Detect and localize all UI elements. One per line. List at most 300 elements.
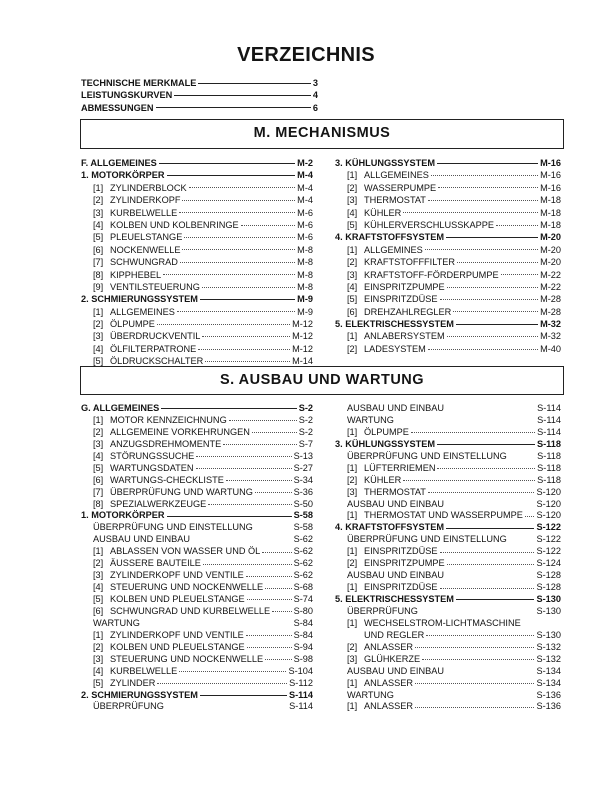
entry-text: ABLASSEN VON WASSER UND ÖL — [110, 546, 261, 557]
leader-line — [447, 564, 535, 565]
entry-page: M-16 — [540, 182, 561, 193]
leader-line — [272, 611, 291, 612]
entry-text: ALLGEMINES — [364, 244, 423, 255]
entry-number: [3] — [93, 207, 104, 218]
entry-number: [5] — [93, 594, 104, 604]
entry-page: M-8 — [297, 281, 313, 292]
leader-line — [255, 492, 292, 493]
entry-number: [3] — [93, 438, 104, 449]
entry-number: [1] — [347, 426, 358, 437]
toc-entry[interactable] — [81, 499, 313, 511]
entry-page: 4 — [312, 90, 318, 101]
entry-text: DREHZAHLREGLER — [364, 306, 452, 317]
toc-entry[interactable] — [81, 102, 318, 114]
entry-number: [1] — [93, 182, 104, 193]
entry-label — [81, 451, 194, 463]
entry-text: SPEZIALWERKZEUGE — [110, 498, 207, 509]
toc-entry[interactable] — [335, 487, 561, 499]
toc-entry[interactable] — [335, 207, 561, 219]
toc-entry[interactable] — [335, 630, 561, 642]
entry-number: [3] — [93, 653, 104, 664]
entry-text: STEUERUNG UND NOCKENWELLE — [110, 653, 264, 664]
entry-text: ÜBERPRÜFUNG UND EINSTELLUNG — [93, 522, 253, 533]
entry-text: AUSBAU UND EINBAU — [347, 570, 444, 581]
entry-label — [81, 654, 263, 666]
toc-entry[interactable] — [335, 690, 561, 702]
toc-entry[interactable] — [81, 343, 313, 355]
leader-line — [246, 576, 292, 577]
leader-line — [425, 249, 538, 250]
entry-page: M-28 — [540, 294, 561, 305]
toc-entry[interactable] — [81, 534, 313, 546]
entry-number: [1] — [347, 582, 358, 593]
entry-text: 3. KÜHLUNGSSYSTEM — [335, 438, 436, 449]
entry-page: S-122 — [536, 522, 561, 533]
entry-text: ÖLPUMPE — [110, 319, 155, 330]
entry-label — [81, 630, 244, 642]
toc-entry[interactable] — [335, 157, 561, 169]
entry-label — [335, 157, 435, 169]
toc-entry[interactable] — [81, 690, 313, 702]
entry-page: S-132 — [536, 653, 561, 664]
entry-text: 1. MOTORKÖRPER — [81, 510, 165, 521]
entry-text: ZYLINDERKOPF — [110, 195, 181, 206]
toc-entry[interactable] — [335, 534, 561, 546]
entry-page: S-114 — [537, 403, 561, 413]
toc-entry[interactable] — [335, 618, 561, 630]
entry-text: ÜBERPRÜFUNG — [347, 605, 418, 616]
entry-page: S-134 — [536, 665, 561, 676]
toc-entry[interactable] — [335, 244, 561, 256]
toc-entry[interactable] — [81, 522, 313, 534]
entry-label — [335, 194, 426, 206]
entry-page: M-20 — [540, 244, 561, 255]
entry-label — [81, 330, 200, 342]
leader-line — [157, 683, 287, 684]
intro-list — [81, 77, 318, 114]
entry-label — [335, 522, 444, 534]
entry-label — [81, 415, 227, 427]
entry-page: M-4 — [297, 195, 313, 206]
leader-line — [440, 588, 535, 589]
entry-label — [335, 463, 435, 475]
leader-line — [411, 432, 535, 433]
leader-line — [229, 420, 297, 421]
entry-text: ÜBERDRUCKVENTIL — [110, 331, 201, 342]
toc-entry[interactable] — [335, 182, 561, 194]
entry-text: ALLGEMEINE VORKEHRUNGEN — [110, 426, 250, 437]
leader-line — [447, 287, 538, 288]
toc-entry[interactable] — [335, 415, 561, 427]
entry-page: M-4 — [297, 170, 313, 181]
toc-entry[interactable] — [335, 570, 561, 582]
toc-entry[interactable] — [81, 231, 313, 243]
entry-page: S-58 — [293, 522, 313, 533]
entry-label — [335, 499, 444, 511]
entry-text: KOLBEN UND PLEUELSTANGE — [110, 641, 245, 652]
toc-entry[interactable] — [335, 582, 561, 594]
leader-line — [438, 187, 538, 188]
entry-text: EINSPRITZPUMPE — [364, 558, 445, 569]
leader-line — [457, 262, 538, 263]
entry-label — [81, 475, 224, 487]
toc-entry[interactable] — [81, 439, 313, 451]
toc-entry[interactable] — [81, 427, 313, 439]
toc-entry[interactable] — [335, 343, 561, 355]
entry-text: ÖLFILTERPATRONE — [110, 343, 197, 354]
leader-line — [422, 659, 534, 660]
leader-line — [415, 707, 534, 708]
entry-label — [81, 157, 157, 169]
leader-line — [440, 299, 539, 300]
entry-text: EINSPRITZDÜSE — [364, 294, 438, 305]
leader-line — [179, 212, 295, 213]
entry-label — [335, 558, 445, 570]
entry-number: [4] — [347, 281, 358, 292]
toc-entry[interactable] — [81, 654, 313, 666]
entry-label — [81, 499, 206, 511]
entry-text: ÄUSSERE BAUTEILE — [110, 558, 201, 569]
entry-label — [81, 403, 159, 415]
entry-page: S-114 — [288, 689, 313, 700]
toc-entry[interactable] — [81, 475, 313, 487]
toc-entry[interactable] — [81, 678, 313, 690]
entry-page: S-120 — [536, 498, 561, 509]
entry-text: 2. SCHMIERUNGSSYSTEM — [81, 294, 198, 305]
entry-text: 2. SCHMIERUNGSSYSTEM — [81, 689, 198, 700]
entry-number: [6] — [347, 306, 358, 317]
entry-text: SCHWUNGRAD — [110, 257, 178, 268]
entry-page: M-8 — [297, 269, 313, 280]
entry-text: AUSBAU UND EINBAU — [347, 403, 444, 413]
entry-text: WASSERPUMPE — [364, 182, 437, 193]
toc-entry[interactable] — [335, 606, 561, 618]
toc-entry[interactable] — [81, 570, 313, 582]
toc-entry[interactable] — [81, 510, 313, 522]
leader-line — [198, 83, 311, 84]
entry-label — [81, 582, 263, 594]
entry-text: 4. KRAFTSTOFFSYSTEM — [335, 522, 445, 533]
entry-text: KRAFTSTOFF-FÖRDERPUMPE — [364, 269, 499, 280]
leader-line — [241, 225, 296, 226]
entry-page: S-58 — [293, 510, 313, 521]
entry-number: [1] — [347, 170, 358, 181]
toc-entry[interactable] — [81, 182, 313, 194]
toc-entry[interactable] — [335, 256, 561, 268]
entry-number: [2] — [93, 426, 104, 437]
toc-entry[interactable] — [81, 293, 313, 305]
entry-page: S-50 — [293, 498, 313, 509]
entry-label — [81, 231, 182, 243]
entry-text: WARTUNGSDATEN — [110, 462, 194, 473]
toc-entry[interactable] — [335, 427, 561, 439]
leader-line — [180, 262, 295, 263]
toc-entry[interactable] — [81, 244, 313, 256]
entry-text: ÖLDRUCKSCHALTER — [110, 356, 204, 367]
entry-label — [335, 618, 521, 630]
entry-label — [81, 558, 201, 570]
toc-entry[interactable] — [335, 231, 561, 243]
entry-number: [1] — [347, 510, 358, 521]
entry-label: ABMESSUNGEN — [81, 102, 154, 113]
entry-text: ÜBERPRÜFUNG — [93, 701, 164, 712]
entry-text: EINSPRITZDÜSE — [364, 582, 438, 593]
entry-text: PLEUELSTANGE — [110, 232, 183, 243]
entry-number: [1] — [347, 331, 358, 342]
toc-entry[interactable] — [335, 463, 561, 475]
entry-text: WARTUNGS-CHECKLISTE — [110, 474, 224, 485]
toc-entry[interactable] — [335, 169, 561, 181]
toc-entry[interactable] — [335, 194, 561, 206]
toc-entry[interactable] — [335, 475, 561, 487]
leader-line — [202, 336, 290, 337]
leader-line — [247, 647, 292, 648]
leader-line — [446, 237, 538, 238]
leader-line — [440, 552, 535, 553]
toc-entry[interactable] — [335, 451, 561, 463]
entry-text: ANLASSER — [364, 701, 414, 712]
entry-label — [81, 244, 180, 256]
toc-entry[interactable] — [335, 219, 561, 231]
leader-line — [428, 492, 535, 493]
entry-label — [335, 594, 454, 606]
toc-entry[interactable] — [81, 269, 313, 281]
entry-text: 1. MOTORKÖRPER — [81, 170, 165, 181]
toc-entry[interactable] — [81, 642, 313, 654]
toc-entry[interactable] — [335, 701, 561, 713]
entry-text: ÖLPUMPE — [364, 426, 409, 437]
leader-line — [252, 432, 297, 433]
leader-line — [223, 444, 296, 445]
m-right-column — [335, 157, 561, 355]
entry-number: [1] — [347, 244, 358, 255]
entry-text: ANLASSER — [364, 641, 414, 652]
entry-label — [81, 690, 198, 702]
entry-label — [81, 606, 270, 618]
entry-label — [335, 534, 507, 546]
leader-line — [161, 408, 296, 409]
entry-page: M-2 — [297, 158, 313, 168]
leader-line — [163, 274, 295, 275]
toc-entry[interactable] — [81, 256, 313, 268]
entry-page: M-32 — [540, 319, 561, 330]
entry-label — [81, 487, 253, 499]
entry-label — [335, 427, 409, 439]
toc-entry[interactable] — [335, 666, 561, 678]
entry-label — [81, 666, 177, 678]
toc-entry[interactable] — [335, 510, 561, 522]
toc-entry[interactable] — [81, 77, 318, 89]
toc-entry[interactable] — [335, 293, 561, 305]
entry-text: WECHSELSTROM-LICHTMASCHINE — [364, 617, 521, 628]
leader-line — [403, 212, 538, 213]
entry-page: S-98 — [293, 653, 313, 664]
entry-text: 3. KÜHLUNGSSYSTEM — [335, 158, 436, 168]
toc-entry[interactable] — [81, 415, 313, 427]
entry-label: LEISTUNGSKURVEN — [81, 90, 173, 101]
toc-entry[interactable] — [335, 594, 561, 606]
toc-entry[interactable] — [335, 403, 561, 415]
leader-line — [437, 163, 538, 164]
toc-entry[interactable] — [81, 594, 313, 606]
entry-number: [6] — [93, 605, 104, 616]
entry-number: [5] — [93, 356, 104, 367]
entry-number: [6] — [93, 474, 104, 485]
toc-entry[interactable] — [81, 618, 313, 630]
entry-text: UND REGLER — [364, 629, 425, 640]
entry-number: [1] — [93, 414, 104, 425]
entry-page: S-118 — [537, 462, 561, 473]
toc-entry[interactable] — [81, 194, 313, 206]
leader-line — [456, 599, 535, 600]
toc-entry[interactable] — [81, 582, 313, 594]
entry-page: S-124 — [536, 558, 561, 569]
leader-line — [189, 187, 296, 188]
toc-entry[interactable] — [335, 546, 561, 558]
leader-line — [198, 349, 290, 350]
entry-page: S-136 — [536, 701, 561, 712]
toc-entry[interactable] — [81, 606, 313, 618]
entry-text: ZYLINDERKOPF UND VENTILE — [110, 629, 244, 640]
entry-label — [81, 510, 165, 522]
entry-number: [2] — [347, 182, 358, 193]
entry-number: [2] — [93, 319, 104, 330]
toc-entry[interactable] — [81, 463, 313, 475]
leader-line — [157, 324, 290, 325]
entry-label — [335, 487, 426, 499]
toc-entry[interactable] — [81, 281, 313, 293]
leader-line — [205, 361, 290, 362]
entry-page: S-114 — [537, 414, 561, 425]
entry-number: [6] — [93, 244, 104, 255]
entry-number: [2] — [93, 558, 104, 569]
entry-page: S-130 — [536, 594, 561, 604]
toc-entry[interactable] — [81, 630, 313, 642]
entry-text: 4. KRAFTSTOFFSYSTEM — [335, 232, 445, 243]
toc-entry[interactable] — [335, 306, 561, 318]
entry-label — [81, 463, 194, 475]
entry-label — [335, 415, 394, 427]
entry-text: ANZUGSDREHMOMENTE — [110, 438, 222, 449]
toc-entry[interactable] — [81, 701, 313, 713]
toc-entry[interactable] — [81, 558, 313, 570]
leader-line — [262, 552, 291, 553]
entry-page: S-132 — [536, 641, 561, 652]
toc-entry[interactable] — [335, 330, 561, 342]
entry-label: TECHNISCHE MERKMALE — [81, 78, 197, 88]
toc-entry[interactable] — [335, 522, 561, 534]
entry-text: THERMOSTAT — [364, 195, 426, 206]
toc-entry[interactable] — [81, 546, 313, 558]
toc-entry[interactable] — [335, 439, 561, 451]
entry-label — [335, 256, 455, 268]
toc-entry[interactable] — [335, 654, 561, 666]
entry-number: [3] — [93, 331, 104, 342]
entry-label — [335, 306, 451, 318]
entry-label — [81, 534, 190, 546]
leader-line — [456, 324, 538, 325]
entry-text: KURBELWELLE — [110, 207, 178, 218]
entry-label — [335, 219, 494, 231]
entry-number: [2] — [93, 641, 104, 652]
entry-text: ALLGEMEINES — [364, 170, 429, 181]
entry-text: KRAFTSTOFFFILTER — [364, 257, 456, 268]
toc-entry[interactable] — [81, 318, 313, 330]
toc-entry[interactable] — [81, 330, 313, 342]
toc-entry[interactable] — [335, 678, 561, 690]
entry-page: M-18 — [540, 207, 561, 218]
toc-entry[interactable] — [81, 207, 313, 219]
leader-line — [431, 175, 538, 176]
toc-entry[interactable] — [81, 169, 313, 181]
entry-page: M-40 — [540, 343, 561, 354]
entry-number: [1] — [347, 617, 358, 628]
entry-page: S-62 — [293, 534, 313, 545]
toc-entry[interactable] — [335, 499, 561, 511]
entry-text: STÖRUNGSSUCHE — [110, 450, 195, 461]
toc-entry[interactable] — [335, 318, 561, 330]
entry-text: STEUERUNG UND NOCKENWELLE — [110, 582, 264, 593]
section-heading-mechanismus: M. MECHANISMUS — [80, 119, 564, 149]
entry-number: [4] — [93, 219, 104, 230]
toc-entry[interactable] — [335, 642, 561, 654]
toc-entry[interactable] — [81, 666, 313, 678]
toc-entry[interactable] — [335, 269, 561, 281]
entry-page: M-16 — [540, 158, 561, 168]
entry-page: S-62 — [293, 546, 313, 557]
entry-label — [81, 678, 155, 690]
leader-line — [415, 647, 534, 648]
toc-entry[interactable] — [81, 306, 313, 318]
toc-entry[interactable] — [81, 487, 313, 499]
toc-entry[interactable] — [81, 451, 313, 463]
entry-label — [335, 244, 423, 256]
entry-number: [5] — [93, 677, 104, 688]
entry-text: KÜHLERVERSCHLUSSKAPPE — [364, 219, 495, 230]
leader-line — [203, 564, 292, 565]
toc-entry[interactable] — [335, 558, 561, 570]
entry-number: [4] — [93, 450, 104, 461]
entry-number: [1] — [347, 546, 358, 557]
leader-line — [247, 599, 292, 600]
entry-text: WARTUNG — [347, 689, 394, 700]
entry-text: WARTUNG — [93, 617, 140, 628]
entry-page: M-18 — [540, 195, 561, 206]
entry-page: M-9 — [297, 294, 313, 305]
entry-text: LADESYSTEM — [364, 343, 426, 354]
toc-entry[interactable] — [81, 403, 313, 415]
leader-line — [182, 200, 295, 201]
entry-label — [81, 306, 175, 318]
entry-label — [81, 618, 140, 630]
toc-entry[interactable] — [335, 281, 561, 293]
leader-line — [496, 225, 538, 226]
toc-entry[interactable] — [81, 219, 313, 231]
entry-label — [81, 219, 239, 231]
entry-text: MOTOR KENNZEICHNUNG — [110, 414, 227, 425]
entry-label — [335, 343, 426, 355]
entry-page: S-104 — [288, 665, 313, 676]
leader-line — [265, 659, 291, 660]
entry-number: [4] — [93, 582, 104, 593]
entry-text: LÜFTERRIEMEN — [364, 462, 436, 473]
leader-line — [428, 349, 538, 350]
leader-line — [156, 107, 311, 108]
toc-entry[interactable] — [81, 89, 318, 101]
toc-entry[interactable] — [81, 157, 313, 169]
entry-page: S-128 — [536, 570, 561, 581]
entry-text: EINSPRITZPUMPE — [364, 281, 445, 292]
